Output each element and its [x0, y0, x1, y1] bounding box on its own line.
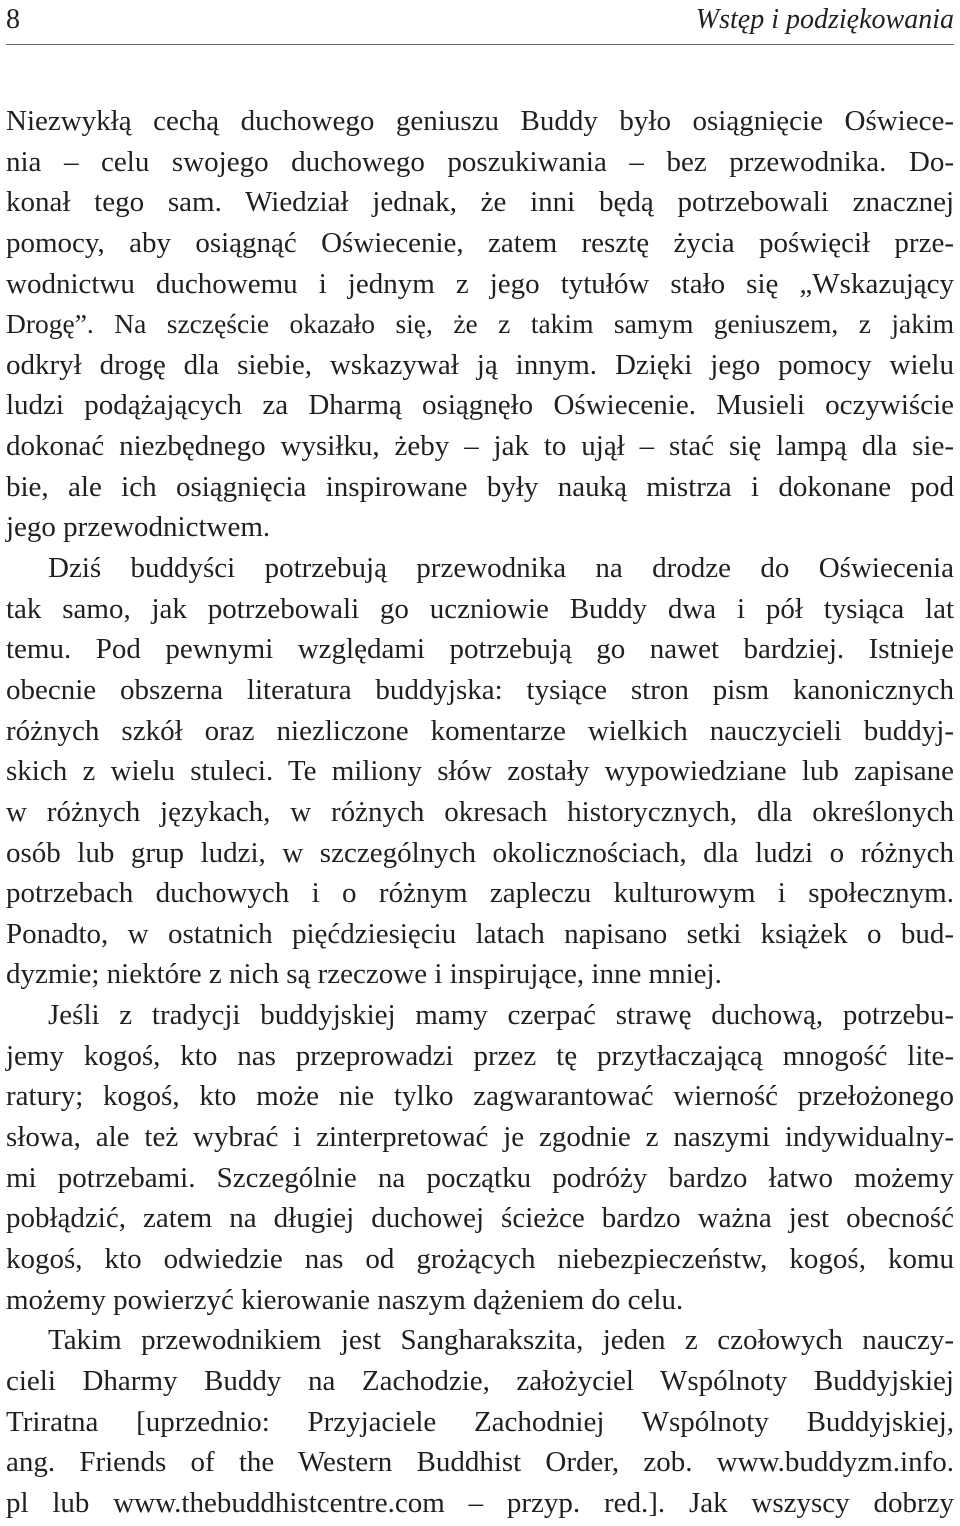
text-line: słowa, ale też wybrać i zinterpretować je zgodnie z naszymi indywidualny-	[6, 1121, 954, 1154]
text-line: pl lub www.thebuddhistcentre.com – przyp. red.]. Jak wszyscy dobrzy	[6, 1486, 954, 1519]
text-line: wodnictwu duchowemu i jednym z jego tytułów stało się „Wskazujący	[6, 267, 954, 300]
paragraph	[6, 101, 954, 548]
text-line: Dziś buddyści potrzebują przewodnika na drodze do Oświecenia	[48, 552, 954, 585]
text-line: ang. Friends of the Western Buddhist Order, zob. www.buddyzm.info.	[6, 1446, 954, 1479]
text-line: Takim przewodnikiem jest Sangharakszita, jeden z czołowych nauczy-	[48, 1324, 954, 1357]
text-line: potrzebach duchowych i o różnym zapleczu kulturowym i społecznym.	[6, 877, 954, 910]
text-line: jemy kogoś, kto nas przeprowadzi przez tę przytłaczającą mnogość lite-	[6, 1039, 954, 1072]
text-line: pobłądzić, zatem na długiej duchowej ścieżce bardzo ważna jest obecność	[6, 1202, 954, 1235]
text-line: obecnie obszerna literatura buddyjska: tysiące stron pism kanonicznych	[6, 673, 954, 706]
text-line: cieli Dharmy Buddy na Zachodzie, założyciel Wspólnoty Buddyjskiej	[6, 1364, 954, 1397]
text-line: skich z wielu stuleci. Te miliony słów zostały wypowiedziane lub zapisane	[6, 755, 954, 788]
text-line: bie, ale ich osiągnięcia inspirowane były nauką mistrza i dokonane pod	[6, 470, 954, 503]
text-line: możemy powierzyć kierowanie naszym dążeniem do celu.	[6, 1283, 684, 1316]
text-line: dokonać niezbędnego wysiłku, żeby – jak to ujął – stać się lampą dla sie-	[6, 430, 954, 463]
text-line: kogoś, kto odwiedzie nas od grożących niebezpieczeństw, kogoś, komu	[6, 1242, 954, 1275]
text-line: odkrył drogę dla siebie, wskazywał ją innym. Dzięki jego pomocy wielu	[6, 348, 954, 381]
text-line: Ponadto, w ostatnich pięćdziesięciu latach napisano setki książek o bud-	[6, 917, 954, 950]
paragraph	[6, 548, 954, 995]
text-line: pomocy, aby osiągnąć Oświecenie, zatem resztę życia poświęcił prze-	[6, 226, 954, 259]
text-line: w różnych językach, w różnych okresach historycznych, dla określonych	[6, 795, 954, 828]
text-line: temu. Pod pewnymi względami potrzebują go nawet bardziej. Istnieje	[6, 633, 954, 666]
text-line: tak samo, jak potrzebowali go uczniowie Buddy dwa i pół tysiąca lat	[6, 592, 954, 625]
section-title: Wstęp i podziękowania	[695, 4, 954, 35]
text-line: ludzi podążających za Dharmą osiągnęło Oświecenie. Musieli oczywiście	[6, 389, 954, 422]
text-line: konał tego sam. Wiedział jednak, że inni będą potrzebowali znacznej	[6, 186, 954, 219]
paragraph	[6, 1320, 954, 1523]
text-line: nia – celu swojego duchowego poszukiwania – bez przewodnika. Do-	[6, 145, 954, 178]
paragraph	[6, 995, 954, 1320]
text-line: jego przewodnictwem.	[6, 511, 271, 544]
text-line: Triratna [uprzednio: Przyjaciele Zachodniej Wspólnoty Buddyjskiej,	[6, 1405, 954, 1438]
page-number: 8	[6, 4, 20, 35]
text-line: ratury; kogoś, kto może nie tylko zagwarantować wierność przełożonego	[6, 1080, 954, 1113]
text-line: mi potrzebami. Szczególnie na początku podróży bardzo łatwo możemy	[6, 1161, 954, 1194]
text-line: dyzmie; niektóre z nich są rzeczowe i inspirujące, inne mniej.	[6, 958, 722, 991]
text-line: Jeśli z tradycji buddyjskiej mamy czerpać strawę duchową, potrzebu-	[48, 999, 954, 1032]
text-line: różnych szkół oraz niezliczone komentarze wielkich nauczycieli buddyj-	[6, 714, 954, 747]
body-text	[6, 101, 954, 1523]
text-line: Drogę”. Na szczęście okazało się, że z takim samym geniuszem, z jakim	[6, 308, 954, 340]
text-line: Niezwykłą cechą duchowego geniuszu Buddy było osiągnięcie Oświece-	[6, 105, 954, 137]
text-line: osób lub grup ludzi, w szczególnych okolicznościach, dla ludzi o różnych	[6, 836, 954, 869]
running-head	[6, 0, 954, 45]
